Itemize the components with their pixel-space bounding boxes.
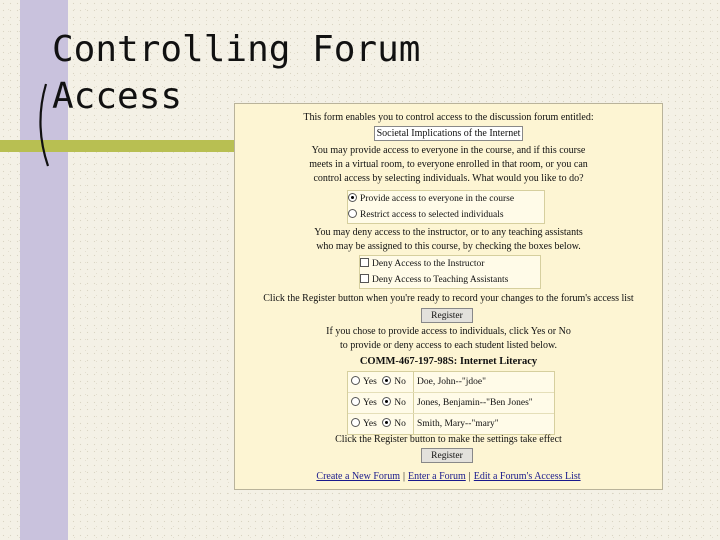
edit-access-list-link[interactable]: Edit a Forum's Access List — [473, 471, 581, 482]
p2-line-2: who may be assigned to this course, by checking the boxes below. — [316, 241, 581, 252]
radio-everyone[interactable] — [348, 193, 357, 202]
access-options — [347, 190, 545, 224]
course-title: COMM-467-197-98S: Internet Literacy — [359, 356, 538, 367]
register-prompt: Click the Register button when you're ready to record your changes to the forum's access list — [263, 293, 634, 304]
register-button[interactable]: Register — [421, 308, 473, 323]
p1-line-3: control access by selecting individuals. What would you like to do? — [313, 173, 584, 184]
p3-line-2: to provide or deny access to each student listed below. — [339, 340, 558, 351]
student-yes-radio[interactable] — [351, 397, 360, 406]
deny-instructor-label: Deny Access to the Instructor — [372, 259, 485, 269]
access-option-everyone-label: Provide access to everyone in the course — [360, 194, 515, 204]
radio-restrict[interactable] — [348, 209, 357, 218]
student-choice — [348, 414, 413, 434]
register-prompt-2: Click the Register button to make the settings take effect — [335, 434, 562, 445]
student-name: Smith, Mary--"mary" — [413, 414, 554, 434]
slide-title-line-1: Controlling Forum — [52, 29, 421, 70]
student-name: Doe, John--"jdoe" — [413, 372, 554, 392]
no-label: No — [394, 419, 406, 429]
student-yes-radio[interactable] — [351, 418, 360, 427]
forum-name-field: Societal Implications of the Internet — [374, 126, 524, 141]
yes-label: Yes — [363, 419, 377, 429]
table-row — [348, 393, 554, 414]
student-no-radio[interactable] — [382, 418, 391, 427]
create-forum-link[interactable]: Create a New Forum — [316, 471, 400, 482]
table-row — [348, 372, 554, 393]
no-label: No — [394, 398, 406, 408]
p1-line-2: meets in a virtual room, to everyone enrolled in that room, or you can — [309, 159, 588, 170]
p3-line-1: If you chose to provide access to individuals, click Yes or No — [326, 326, 571, 337]
yes-label: Yes — [363, 377, 377, 387]
table-row — [348, 414, 554, 434]
access-option-restrict-label: Restrict access to selected individuals — [360, 210, 504, 220]
link-separator: | — [403, 471, 406, 482]
student-no-radio[interactable] — [382, 376, 391, 385]
deny-tas-label: Deny Access to Teaching Assistants — [372, 275, 509, 285]
intro-text: This form enables you to control access to the discussion forum entitled: — [303, 112, 594, 123]
deny-options — [359, 255, 541, 289]
register-button-2[interactable]: Register — [421, 448, 473, 463]
deny-instructor-checkbox[interactable] — [360, 258, 369, 267]
access-option-restrict[interactable] — [348, 207, 544, 223]
deny-instructor-option[interactable] — [360, 256, 540, 272]
forum-name-row — [235, 126, 662, 141]
deny-tas-option[interactable] — [360, 272, 540, 288]
student-no-radio[interactable] — [382, 397, 391, 406]
student-choice — [348, 372, 413, 392]
access-option-everyone[interactable] — [348, 191, 544, 207]
enter-forum-link[interactable]: Enter a Forum — [408, 471, 466, 482]
p2-line-1: You may deny access to the instructor, or to any teaching assistants — [314, 227, 583, 238]
deny-tas-checkbox[interactable] — [360, 274, 369, 283]
slide-title-line-2: Access — [52, 76, 183, 117]
student-choice — [348, 393, 413, 413]
no-label: No — [394, 377, 406, 387]
yes-label: Yes — [363, 398, 377, 408]
link-separator: | — [468, 471, 471, 482]
p1-line-1: You may provide access to everyone in the course, and if this course — [311, 145, 586, 156]
student-access-table — [347, 371, 555, 435]
footer-links — [235, 471, 662, 482]
student-yes-radio[interactable] — [351, 376, 360, 385]
student-name: Jones, Benjamin--"Ben Jones" — [413, 393, 554, 413]
forum-access-form — [234, 103, 663, 490]
